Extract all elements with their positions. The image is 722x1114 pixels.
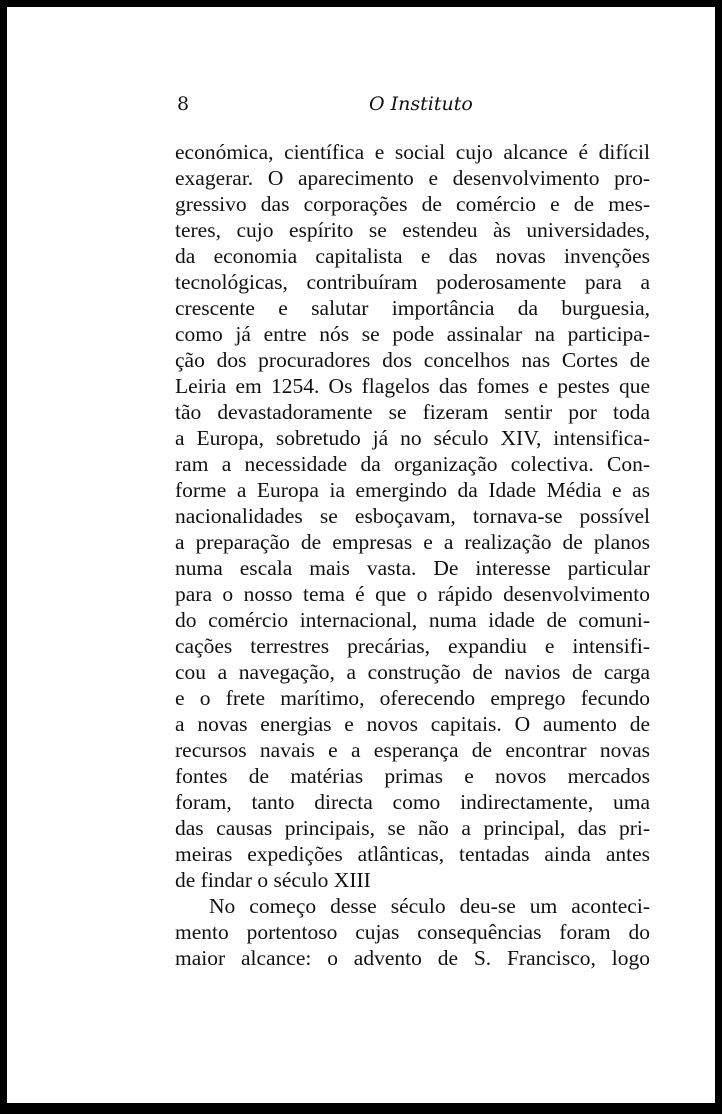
text-line: como já entre nós se pode assinalar na participa-	[175, 322, 650, 346]
page-number: 8	[177, 93, 190, 115]
text-line: meiras expedições atlânticas, tentadas ainda antes	[175, 842, 650, 866]
text-line: para o nosso tema é que o rápido desenvolvimento	[175, 582, 650, 606]
text-line: teres, cujo espírito se estendeu às universidades,	[175, 218, 650, 242]
text-line: das causas principais, se não a principal, das pri-	[175, 816, 650, 840]
text-line: do comércio internacional, numa idade de comuni-	[175, 608, 650, 632]
text-line: maior alcance: o advento de S. Francisco, logo	[175, 946, 650, 970]
text-line: cações terrestres precárias, expandiu e intensifi-	[175, 634, 650, 658]
text-line: da economia capitalista e das novas invenções	[175, 244, 650, 268]
text-line: cou a navegação, a construção de navios de carga	[175, 660, 650, 684]
text-line: foram, tanto directa como indirectamente, uma	[175, 790, 650, 814]
text-line: numa escala mais vasta. De interesse particular	[175, 556, 650, 580]
text-line: tão devastadoramente se fizeram sentir por toda	[175, 400, 650, 424]
text-line: de findar o século XIII	[175, 868, 371, 892]
text-line: exagerar. O aparecimento e desenvolvimento pro-	[175, 166, 650, 190]
text-line: Leiria em 1254. Os flagelos das fomes e pestes que	[175, 374, 650, 398]
text-line: e o frete marítimo, oferecendo emprego fecundo	[175, 686, 650, 710]
running-title: O Instituto	[369, 93, 473, 115]
text-line: nacionalidades se esboçavam, tornava-se possível	[175, 504, 650, 528]
page-header	[7, 93, 715, 123]
text-line: No começo desse século deu-se um aconteci-	[209, 894, 650, 918]
text-line: ram a necessidade da organização colectiva. Con-	[175, 452, 650, 476]
text-line: crescente e salutar importância da burguesia,	[175, 296, 650, 320]
text-line: a novas energias e novos capitais. O aumento de	[175, 712, 650, 736]
book-page	[7, 7, 715, 1103]
text-line: a preparação de empresas e a realização de planos	[175, 530, 650, 554]
body-text	[175, 139, 650, 971]
text-line: mento portentoso cujas consequências foram do	[175, 920, 650, 944]
text-line: fontes de matérias primas e novos mercados	[175, 764, 650, 788]
text-line: económica, científica e social cujo alcance é difícil	[175, 140, 650, 164]
text-line: tecnológicas, contribuíram poderosamente para a	[175, 270, 650, 294]
text-line: gressivo das corporações de comércio e de mes-	[175, 192, 650, 216]
text-line: ção dos procuradores dos concelhos nas Cortes de	[175, 348, 650, 372]
text-line: recursos navais e a esperança de encontrar novas	[175, 738, 650, 762]
text-line: forme a Europa ia emergindo da Idade Média e as	[175, 478, 650, 502]
text-line: a Europa, sobretudo já no século XIV, intensifica-	[175, 426, 650, 450]
